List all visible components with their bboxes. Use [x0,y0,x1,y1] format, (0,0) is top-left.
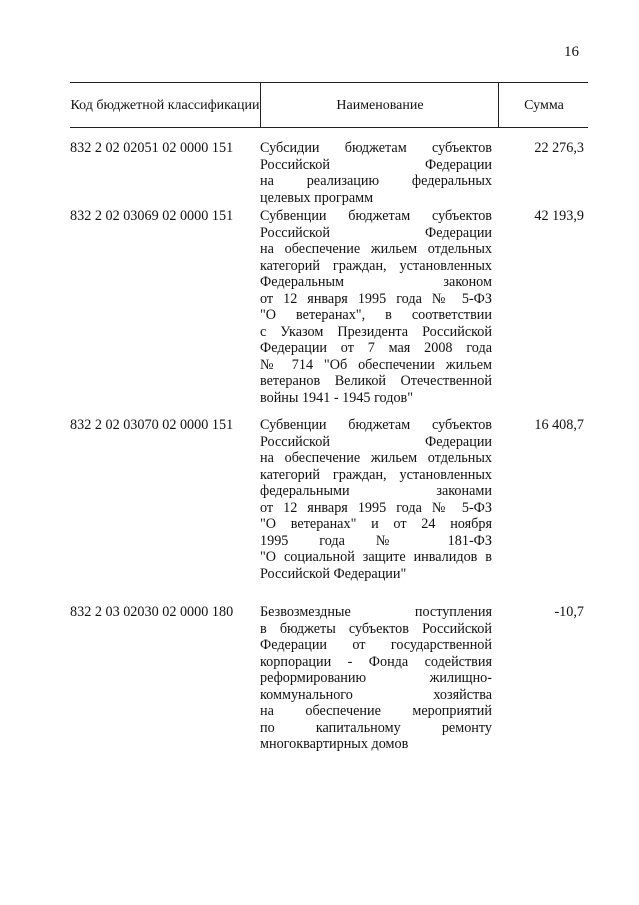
row-name [260,604,492,753]
row-sum: 42 193,9 [534,208,584,224]
name-line: федеральными законами [260,483,492,499]
name-line: Безвозмездные поступления [260,604,492,620]
name-line: Субсидии бюджетам субъектов [260,140,492,156]
name-line: на реализацию федеральных [260,173,492,189]
name-line: Субвенции бюджетам субъектов [260,208,492,224]
name-line: Российской Федерации [260,433,492,450]
row-name [260,140,492,206]
row-name [260,417,492,582]
name-line: Российской Федерации [260,156,492,173]
name-line: Федерации от государственной [260,637,492,653]
header-code: Код бюджетной классификации [70,97,260,113]
name-line: многоквартирных домов [260,736,409,752]
name-line: категорий граждан, установленных [260,466,492,483]
name-line: "О ветеранах", в соответствии [260,307,492,323]
header-name: Наименование [260,83,499,127]
page-number: 16 [564,44,579,60]
name-line: Российской Федерации" [260,565,407,582]
name-line: целевых программ [260,189,374,206]
name-line: в бюджеты субъектов Российской [260,620,492,637]
name-line: № 714 "Об обеспечении жильем [260,356,492,373]
name-line: на обеспечение мероприятий [260,703,492,719]
name-line: по капитальному ремонту [260,719,492,736]
row-sum: 16 408,7 [534,417,584,433]
name-line: Федеральным законом [260,274,492,290]
name-line: от 12 января 1995 года № 5-ФЗ [260,290,492,307]
name-line: Федерации от 7 мая 2008 года [260,340,492,356]
name-line: Субвенции бюджетам субъектов [260,417,492,433]
name-line: 1995 года № 181-ФЗ [260,532,492,549]
budget-code: 832 2 02 03070 02 0000 151 [70,417,234,433]
name-line: коммунального хозяйства [260,686,492,703]
name-line: на обеспечение жильем отдельных [260,241,492,257]
table-header [70,82,588,128]
name-line: Российской Федерации [260,224,492,241]
name-line: категорий граждан, установленных [260,257,492,274]
name-line: корпорации - Фонда содействия [260,653,492,670]
row-sum: -10,7 [554,604,584,620]
name-line: реформированию жилищно- [260,670,492,686]
name-line: "О ветеранах" и от 24 ноября [260,516,492,532]
name-line: с Указом Президента Российской [260,323,492,340]
name-line: войны 1941 - 1945 годов" [260,389,414,406]
name-line: "О социальной защите инвалидов в [260,549,492,565]
row-sum: 22 276,3 [534,140,584,156]
name-line: на обеспечение жильем отдельных [260,450,492,466]
name-line: от 12 января 1995 года № 5-ФЗ [260,499,492,516]
row-name [260,208,492,406]
budget-code: 832 2 02 02051 02 0000 151 [70,140,234,156]
header-sum: Сумма [498,83,589,127]
budget-code: 832 2 02 03069 02 0000 151 [70,208,234,224]
budget-code: 832 2 03 02030 02 0000 180 [70,604,234,620]
name-line: ветеранов Великой Отечественной [260,373,492,389]
